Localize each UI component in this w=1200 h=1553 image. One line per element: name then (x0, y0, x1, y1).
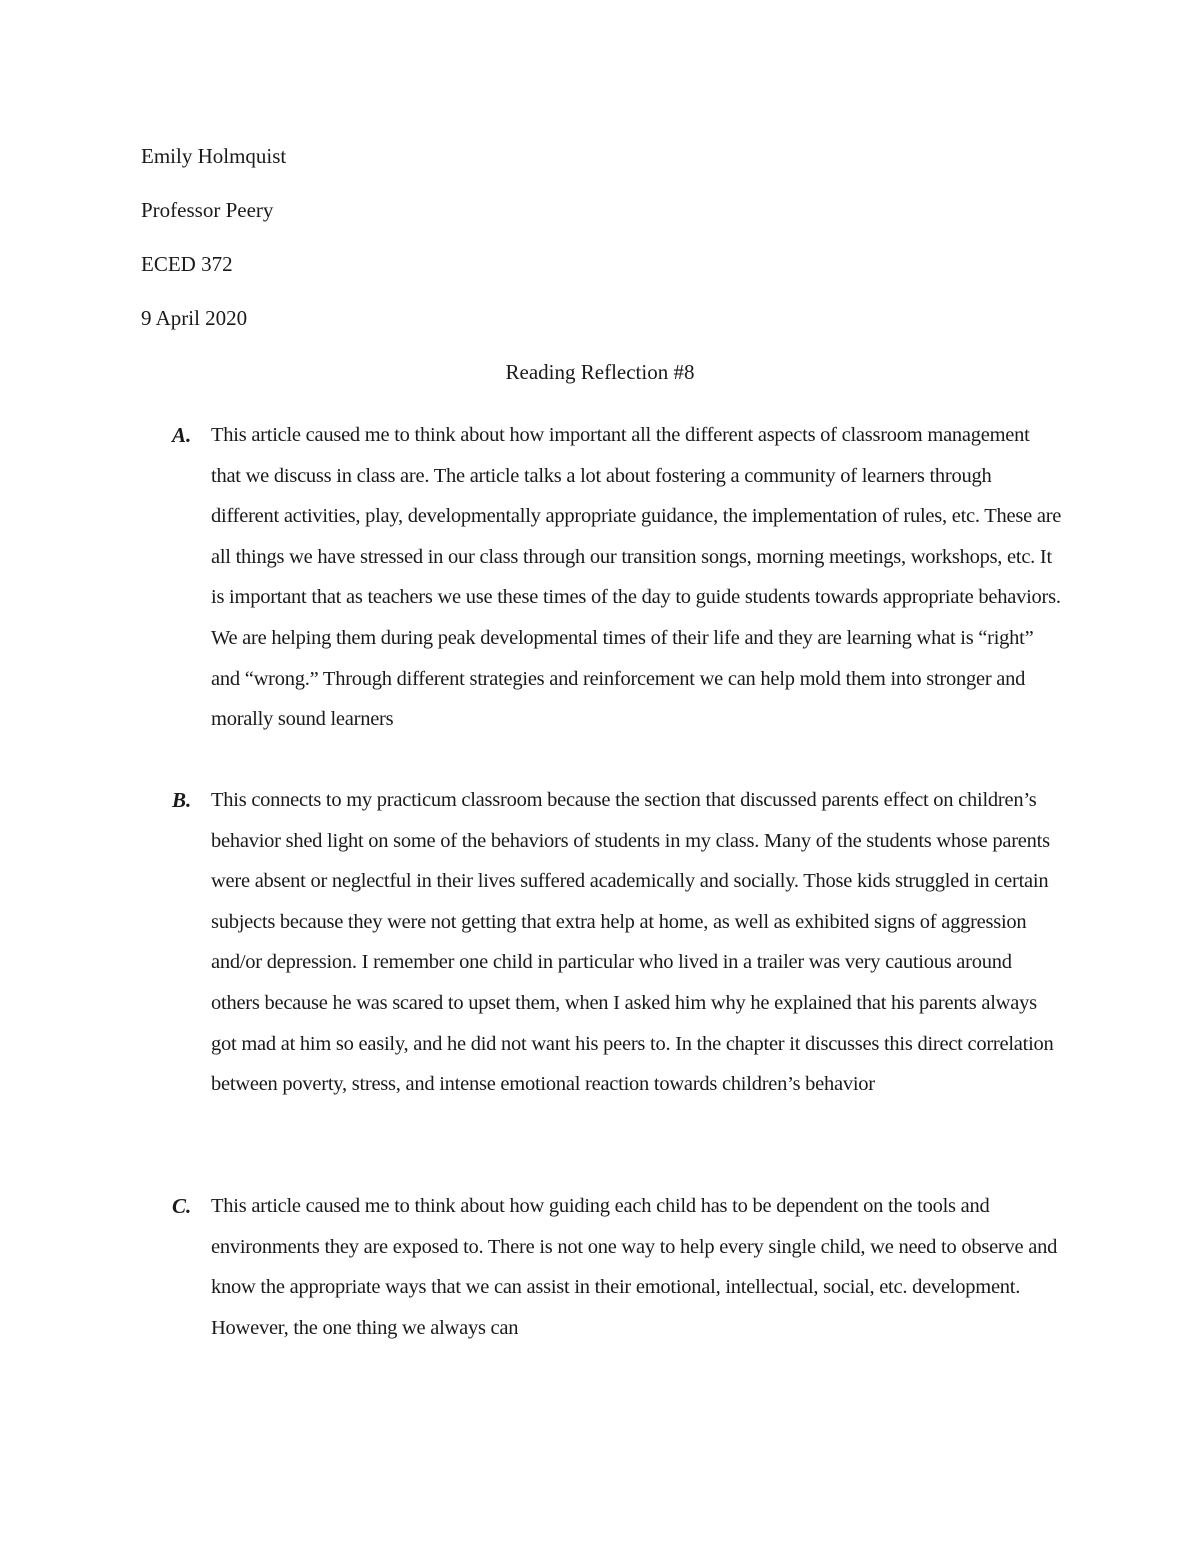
professor-name: Professor Peery (141, 198, 274, 222)
item-paragraph: This article caused me to think about how important all the different aspects of classroom management that we discuss in class are. The article talks a lot about fostering a community of learners through different activities, play, developmentally appropriate guidance, the implementation of rules, etc. These are all things we have stressed in our class through our transition songs, morning meetings, workshops, etc. It is important that as teachers we use these times of the day to guide students towards appropriate behaviors. We are helping them during peak developmental times of their life and they are learning what is “right” and “wrong.” Through different strategies and reinforcement we can help mold them into stronger and morally sound learners (211, 424, 1062, 731)
course-code: ECED 372 (141, 252, 233, 276)
item-letter: A. (172, 423, 192, 447)
item-letter: B. (172, 788, 192, 812)
document-date: 9 April 2020 (141, 306, 248, 330)
item-paragraph: This connects to my practicum classroom because the section that discussed parents effect on children’s behavior shed light on some of the behaviors of students in my class. Many of the students whose parents were absent or neglectful in their lives suffered academically and socially. Those kids struggled in certain subjects because they were not getting that extra help at home, as well as exhibited signs of aggression and/or depression. I remember one child in particular who lived in a trailer was very cautious around others because he was scared to upset them, when I asked him why he explained that his parents always got mad at him so easily, and he did not want his peers to. In the chapter it discusses this direct correlation between poverty, stress, and intense emotional reaction towards children’s behavior (211, 789, 1054, 1096)
item-paragraph: This article caused me to think about how guiding each child has to be dependent on the tools and environments they are exposed to. There is not one way to help every single child, we need to observe and know the appropriate ways that we can assist in their emotional, intellectual, social, etc. development. However, the one thing we always can (211, 1195, 1058, 1339)
student-name: Emily Holmquist (141, 144, 287, 168)
item-letter: C. (172, 1194, 192, 1218)
document-title: Reading Reflection #8 (505, 360, 695, 384)
